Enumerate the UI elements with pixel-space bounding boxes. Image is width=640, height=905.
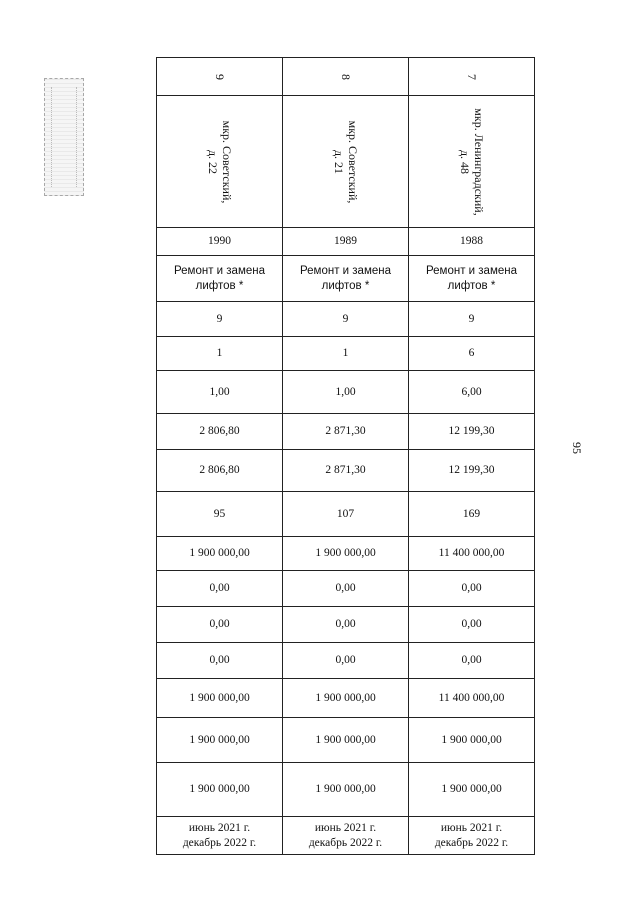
cell-period: июнь 2021 г. декабрь 2022 г. (409, 817, 535, 855)
row-fund-local (157, 643, 535, 679)
cell-cost-limit: 1 900 000,00 (157, 763, 283, 817)
row-residents (157, 492, 535, 537)
data-table (156, 57, 535, 855)
cell-year: 1990 (157, 228, 283, 256)
cell-area-living: 2 871,30 (283, 450, 409, 492)
cell-lifts: 6 (409, 337, 535, 371)
row-cost-limit (157, 763, 535, 817)
row-fund-owners (157, 679, 535, 718)
cell-cost-per-unit: 1 900 000,00 (409, 718, 535, 763)
cell-floors: 9 (283, 302, 409, 337)
row-cost-total (157, 537, 535, 571)
row-period (157, 817, 535, 855)
cell-area-living: 2 806,80 (157, 450, 283, 492)
row-fund-regional (157, 607, 535, 643)
cell-area-total: 2 806,80 (157, 414, 283, 450)
cell-work: Ремонт и замена лифтов * (283, 256, 409, 302)
cell-period: июнь 2021 г. декабрь 2022 г. (157, 817, 283, 855)
cell-residents: 95 (157, 492, 283, 537)
archive-stamp (44, 78, 84, 196)
cell-cost-total: 11 400 000,00 (409, 537, 535, 571)
cell-work: Ремонт и замена лифтов * (157, 256, 283, 302)
cell-cost-total: 1 900 000,00 (283, 537, 409, 571)
row-work (157, 256, 535, 302)
cell-fund-federal: 0,00 (409, 571, 535, 607)
cell-cost-limit: 1 900 000,00 (283, 763, 409, 817)
row-index (157, 58, 535, 96)
row-floors (157, 302, 535, 337)
cell-fund-regional: 0,00 (409, 607, 535, 643)
row-area-total (157, 414, 535, 450)
cell-fund-owners: 1 900 000,00 (283, 679, 409, 718)
cell-lift-units: 6,00 (409, 371, 535, 414)
row-cost-per-unit (157, 718, 535, 763)
cell-fund-owners: 11 400 000,00 (409, 679, 535, 718)
row-lift-units (157, 371, 535, 414)
cell-lifts: 1 (157, 337, 283, 371)
cell-fund-local: 0,00 (409, 643, 535, 679)
cell-fund-federal: 0,00 (157, 571, 283, 607)
cell-area-total: 12 199,30 (409, 414, 535, 450)
cell-cost-per-unit: 1 900 000,00 (283, 718, 409, 763)
page-number: 95 (570, 442, 584, 454)
cell-lift-units: 1,00 (283, 371, 409, 414)
cell-residents: 169 (409, 492, 535, 537)
row-fund-federal (157, 571, 535, 607)
cell-fund-federal: 0,00 (283, 571, 409, 607)
cell-floors: 9 (409, 302, 535, 337)
cell-fund-local: 0,00 (283, 643, 409, 679)
row-year (157, 228, 535, 256)
cell-index: 7 (409, 58, 535, 96)
cell-cost-limit: 1 900 000,00 (409, 763, 535, 817)
cell-area-total: 2 871,30 (283, 414, 409, 450)
cell-fund-local: 0,00 (157, 643, 283, 679)
cell-period: июнь 2021 г. декабрь 2022 г. (283, 817, 409, 855)
cell-lifts: 1 (283, 337, 409, 371)
cell-cost-total: 1 900 000,00 (157, 537, 283, 571)
cell-lift-units: 1,00 (157, 371, 283, 414)
cell-address: мкр. Советский, д. 22 (157, 96, 283, 228)
cell-residents: 107 (283, 492, 409, 537)
row-lifts (157, 337, 535, 371)
cell-index: 8 (283, 58, 409, 96)
cell-fund-regional: 0,00 (157, 607, 283, 643)
cell-work: Ремонт и замена лифтов * (409, 256, 535, 302)
cell-area-living: 12 199,30 (409, 450, 535, 492)
cell-year: 1989 (283, 228, 409, 256)
cell-index: 9 (157, 58, 283, 96)
cell-fund-owners: 1 900 000,00 (157, 679, 283, 718)
cell-cost-per-unit: 1 900 000,00 (157, 718, 283, 763)
row-area-living (157, 450, 535, 492)
cell-year: 1988 (409, 228, 535, 256)
cell-address: мкр. Советский, д. 21 (283, 96, 409, 228)
cell-floors: 9 (157, 302, 283, 337)
cell-fund-regional: 0,00 (283, 607, 409, 643)
row-address (157, 96, 535, 228)
cell-address: мкр. Ленинградский, д. 48 (409, 96, 535, 228)
